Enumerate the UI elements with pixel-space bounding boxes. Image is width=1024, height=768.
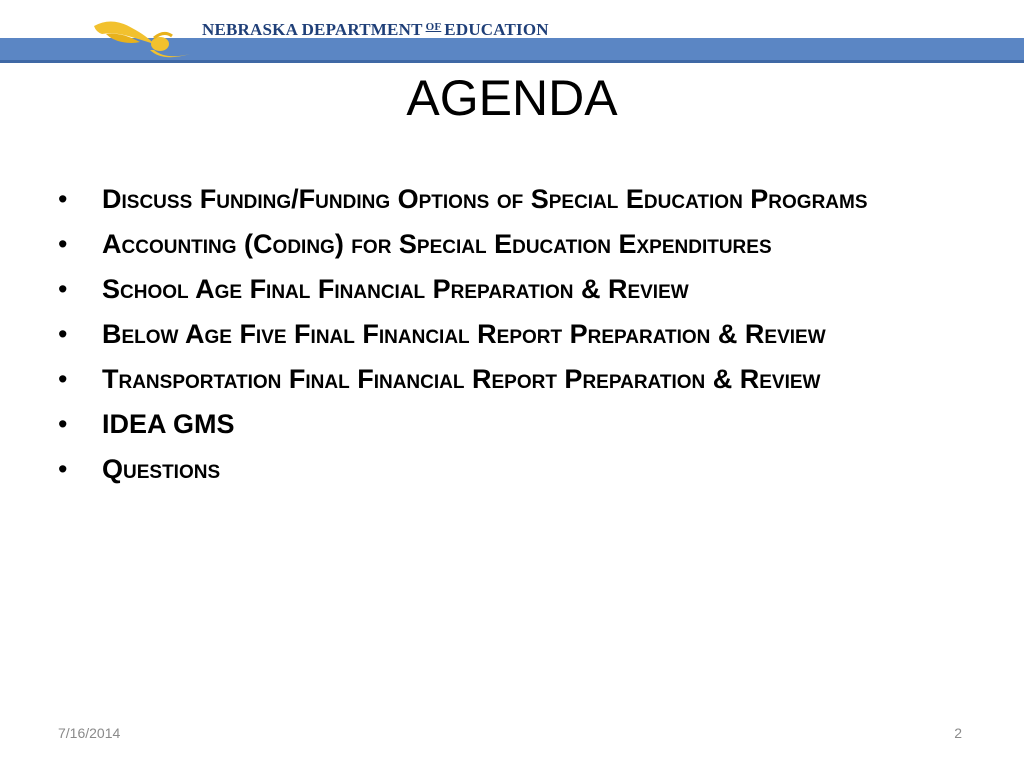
agenda-item-text: Below Age Five Final Financial Report Preparation & Review bbox=[102, 319, 826, 349]
agenda-item bbox=[58, 407, 958, 442]
bullet-icon: • bbox=[58, 184, 68, 214]
slide-number: 2 bbox=[954, 725, 962, 741]
agenda-item bbox=[58, 452, 958, 487]
nde-logo-icon bbox=[92, 14, 192, 62]
bullet-icon: • bbox=[58, 274, 68, 304]
bullet-icon: • bbox=[58, 229, 68, 259]
agenda-item-text: Discuss Funding/Funding Options of Special Education Programs bbox=[102, 184, 868, 214]
agenda-item-text: IDEA GMS bbox=[102, 409, 235, 439]
agenda-item-text: Questions bbox=[102, 454, 221, 484]
slide-title: AGENDA bbox=[406, 70, 618, 126]
bullet-icon: • bbox=[58, 319, 68, 349]
bullet-icon: • bbox=[58, 364, 68, 394]
bullet-icon: • bbox=[58, 454, 68, 484]
org-name-part1: NEBRASKA DEPARTMENT bbox=[202, 20, 423, 39]
agenda-item-text: Transportation Final Financial Report Preparation & Review bbox=[102, 364, 821, 394]
agenda-item bbox=[58, 317, 958, 352]
agenda-list bbox=[58, 182, 958, 497]
agenda-item bbox=[58, 182, 958, 217]
agenda-item bbox=[58, 272, 958, 307]
agenda-item bbox=[58, 227, 958, 262]
agenda-item bbox=[58, 362, 958, 397]
agenda-item-text: Accounting (Coding) for Special Education Expenditures bbox=[102, 229, 772, 259]
footer-date: 7/16/2014 bbox=[58, 725, 121, 741]
org-name bbox=[202, 20, 549, 40]
bullet-icon: • bbox=[58, 409, 68, 439]
org-name-part2: EDUCATION bbox=[444, 20, 549, 39]
agenda-item-text: School Age Final Financial Preparation & Review bbox=[102, 274, 689, 304]
org-name-of: OF bbox=[425, 21, 442, 33]
